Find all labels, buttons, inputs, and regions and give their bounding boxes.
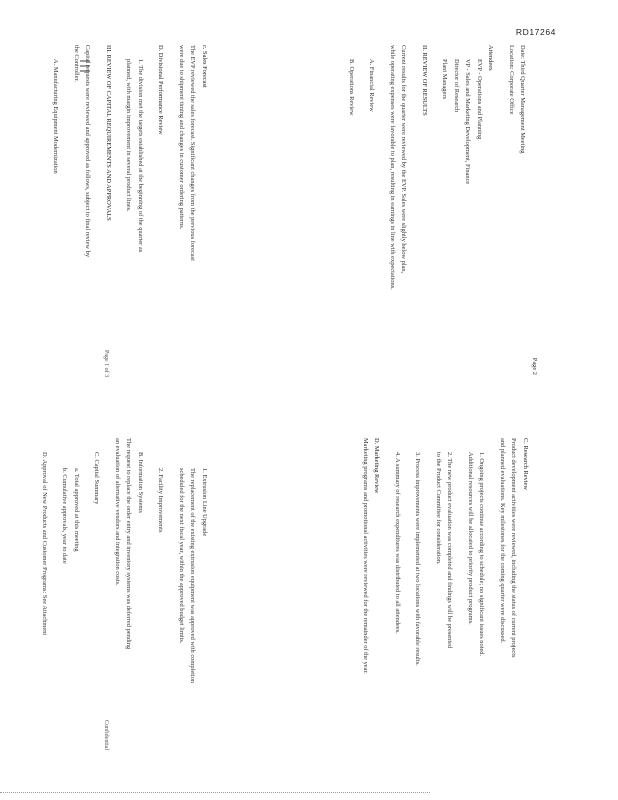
text-line: Capital requests were reviewed and approved as follows, subject to final review by [84,45,92,258]
paragraph-gap [41,45,50,375]
section-heading: C. Research Review [522,438,529,490]
footer-right: Confidential [103,720,109,750]
section-heading: c. Sales Forecast [201,45,208,88]
scan-edge-line [0,792,430,793]
paragraph-gap [497,45,506,375]
section-heading: III. REVIEW OF CAPITAL REQUIREMENTS AND APPROVALS [105,45,112,221]
text-line: a. Total approved at this meeting [73,468,80,552]
text-line: The replacement of the existing extrusion equipment was approved with completion [189,468,197,684]
text-line: to the Product Committee for consideration. [435,452,442,565]
text-line: the Controller. [73,45,80,82]
section-heading: D. Marketing Review [373,438,381,494]
text-line: Director of Research [453,59,460,113]
paragraph-gap [50,438,59,768]
document-id: RD17264 [515,27,556,37]
text-line: 1. Extrusion Line Upgrade [201,468,208,537]
section-heading: II. REVIEW OF RESULTS [421,45,428,116]
text-line: planned, with margin improvement in several product lines. [125,59,133,212]
text-line: EVP - Operations and Planning [476,59,483,140]
paragraph-gap [167,45,176,375]
text-line: B. Operations Review [348,59,355,116]
paragraph-gap [403,438,412,768]
text-line: 4. A summary of research expenditures was distributed to all attendees. [394,452,401,634]
text-line: an evaluation of alternative vendors and integration costs. [114,438,121,586]
text-line: 1. The division met the targets established at the beginning of the quarter as [137,59,144,253]
text-line: VP - Sales and Marketing Development, Finance [464,59,472,185]
right-half-bottom-column [360,438,541,768]
text-line: and planned evaluations. Key milestones for the coming quarter were discussed. [499,438,506,644]
text-line: Plant Managers [441,59,449,99]
paragraph-gap [383,438,392,768]
footer-left: Page 1 of 3 [103,350,109,378]
paragraph-gap [146,438,155,768]
text-line: Current results for the quarter were reviewed by the EVP. Sales were slightly below plan, [400,45,408,274]
text-line: 1. Ongoing projects continue according to schedule; no significant issues noted. [478,452,486,657]
text-line: Page 2 [531,357,538,375]
section-heading: D. Divisional Performance Review [157,45,165,135]
paragraph-gap [531,438,540,768]
paragraph-gap [378,45,387,375]
paragraph-gap [456,438,465,768]
text-line: 3. Process improvements were implemented at two locations with favorable results. [414,452,422,666]
right-half-top-column [346,45,541,375]
text-line: Additional resources will be allocated to priority product programs. [467,452,474,625]
left-half-bottom-column [39,438,211,768]
text-line: B. Information Systems [137,452,144,513]
paragraph-gap [488,438,497,768]
text-line: Product development activities were reviewed, including the status of current projects [510,438,518,658]
text-line: 2. Facility Improvements [157,468,165,533]
text-line: A. Financial Review [368,59,376,112]
text-line: A. Manufacturing Equipment Modernization [52,59,60,174]
paragraph-gap [410,45,419,375]
text-line: C. Capital Summary [93,452,101,505]
paragraph-gap [430,45,439,375]
paragraph-gap [62,45,71,375]
text-line: were due to shipment timing and changes in customer ordering patterns. [178,45,185,230]
text-line: scheduled for the next fiscal year, within the approved budget limits. [178,468,185,644]
text-line: 2. The new product evaluation was completed and findings will be presented [446,452,454,649]
text-line: The request to replace the order entry and inventory systems was deferred pending [125,438,133,650]
text-line: Date: Third Quarter Management Meeting [519,45,527,154]
text-line: Marketing programs and promotional activities were reviewed for the remainder of the year. [362,438,369,674]
paragraph-gap [82,438,91,768]
paragraph-gap [94,45,103,375]
paragraph-gap [167,438,176,768]
text-line: while operating expenses were favorable to plan, resulting in earnings in line with expectations. [389,45,396,290]
paragraph-gap [103,438,112,768]
paragraph-gap [114,45,123,375]
paragraph-gap [424,438,433,768]
text-line: b. Cumulative approvals, year to date [61,468,69,564]
text-line: The EVP reviewed the sales forecast. Significant changes from the previous forecast [189,45,197,261]
left-half-top-column [41,45,210,378]
text-line: D. Approval of New Products and Customer Programs: See Attachment [41,452,48,636]
paragraph-gap [146,45,155,375]
paragraph-gap [357,45,366,375]
text-line: Location: Corporate Office [508,45,515,115]
section-heading: Attendees [487,45,495,71]
